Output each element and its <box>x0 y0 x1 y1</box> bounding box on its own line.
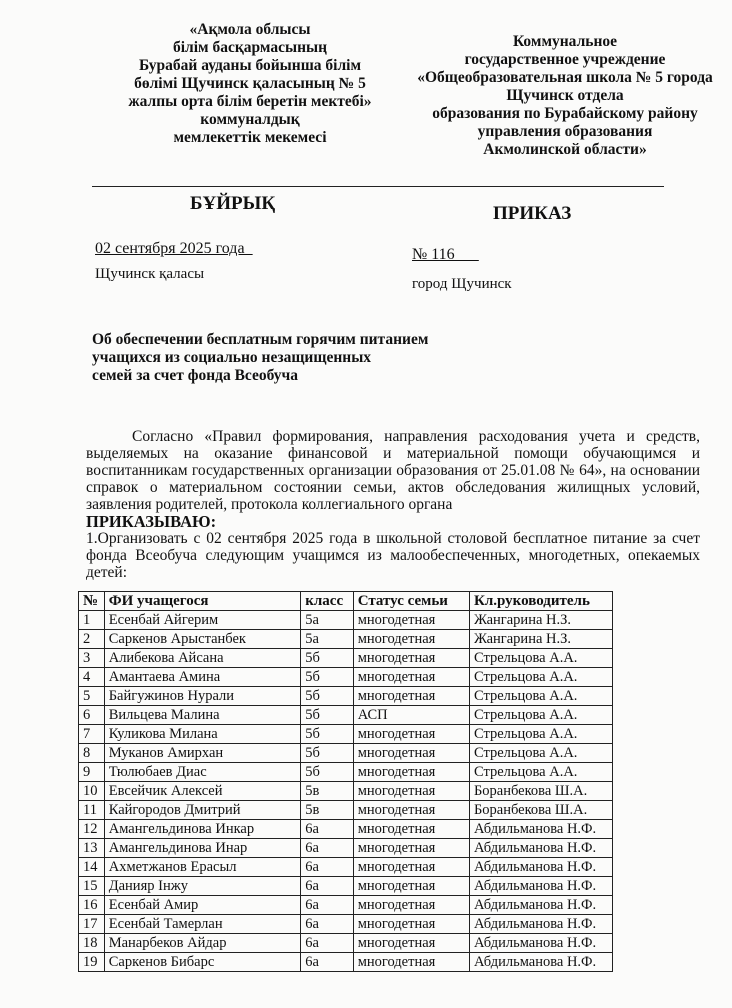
subject-line: семей за счет фонда Всеобуча <box>92 367 299 384</box>
header-kz-line: жалпы орта білім беретін мектебі» <box>128 93 372 110</box>
class-cell: 5б <box>301 706 353 725</box>
class-cell: 6а <box>301 953 353 972</box>
family-status-cell: многодетная <box>353 934 469 953</box>
city-kz: Щучинск қаласы <box>95 266 205 282</box>
student-name-cell: Амантаева Амина <box>104 668 301 687</box>
class-teacher-cell: Боранбекова Ш.А. <box>469 782 612 801</box>
subject-line: учащихся из социально незащищенных <box>92 349 372 366</box>
row-number-cell: 14 <box>79 858 105 877</box>
header-kz-line: коммуналдық <box>200 111 300 128</box>
family-status-cell: многодетная <box>353 801 469 820</box>
subject-line: Об обеспечении бесплатным горячим питанием <box>92 331 429 348</box>
row-number-cell: 10 <box>79 782 105 801</box>
class-cell: 5б <box>301 744 353 763</box>
row-number-cell: 3 <box>79 649 105 668</box>
row-number-cell: 5 <box>79 687 105 706</box>
table-row <box>79 744 613 763</box>
header-kz-line: «Ақмола облысы <box>189 21 311 38</box>
row-number-cell: 1 <box>79 611 105 630</box>
class-teacher-cell: Абдильманова Н.Ф. <box>469 877 612 896</box>
class-cell: 6а <box>301 915 353 934</box>
student-name-cell: Вильцева Малина <box>104 706 301 725</box>
preamble: Согласно «Правил формирования, направления расходования учета и средств, выделяемых на оказание финансовой и материальной помощи обучающимся и воспитанникам государственных организации образования от 25.01.08 № 64», на основании справок о материальном состоянии семьи, актов обследования жилищных условий, заявления родителей, протокола коллегиального органа <box>86 428 700 513</box>
header-ru-line: управления образования <box>477 123 653 140</box>
class-teacher-cell: Боранбекова Ш.А. <box>469 801 612 820</box>
row-number-cell: 13 <box>79 839 105 858</box>
row-number-cell: 4 <box>79 668 105 687</box>
student-name-cell: Есенбай Тамерлан <box>104 915 301 934</box>
class-teacher-cell: Жангарина Н.З. <box>469 630 612 649</box>
family-status-cell: многодетная <box>353 649 469 668</box>
row-number-cell: 2 <box>79 630 105 649</box>
class-cell: 5б <box>301 687 353 706</box>
student-name-cell: Есенбай Амир <box>104 896 301 915</box>
student-name-cell: Данияр Інжу <box>104 877 301 896</box>
family-status-cell: многодетная <box>353 687 469 706</box>
family-status-cell: многодетная <box>353 953 469 972</box>
header-ru-line: образования по Бурабайскому району <box>432 105 698 122</box>
table-row <box>79 782 613 801</box>
row-number-cell: 9 <box>79 763 105 782</box>
header-kz-line: білім басқармасының <box>172 39 328 56</box>
header-kz <box>100 21 400 147</box>
class-cell: 5б <box>301 763 353 782</box>
order-subject <box>92 331 428 385</box>
family-status-cell: АСП <box>353 706 469 725</box>
item-1: 1.Организовать с 02 сентября 2025 года в школьной столовой бесплатное питание за счет фонда Всеобуча следующим учащимся из малообеспеченных, многодетных, опекаемых детей: <box>86 530 700 581</box>
family-status-cell: многодетная <box>353 782 469 801</box>
class-teacher-cell: Абдильманова Н.Ф. <box>469 896 612 915</box>
class-cell: 5б <box>301 668 353 687</box>
class-cell: 5б <box>301 649 353 668</box>
class-cell: 6а <box>301 858 353 877</box>
row-number-cell: 8 <box>79 744 105 763</box>
header-ru-line: Акмолинской области» <box>483 141 647 158</box>
table-row <box>79 820 613 839</box>
student-name-cell: Амангельдинова Инкар <box>104 820 301 839</box>
class-teacher-cell: Стрельцова А.А. <box>469 744 612 763</box>
class-cell: 5б <box>301 725 353 744</box>
family-status-cell: многодетная <box>353 858 469 877</box>
student-name-cell: Ахметжанов Ерасыл <box>104 858 301 877</box>
class-cell: 6а <box>301 877 353 896</box>
col-header-class: класс <box>301 592 353 611</box>
family-status-cell: многодетная <box>353 915 469 934</box>
class-cell: 6а <box>301 839 353 858</box>
class-teacher-cell: Стрельцова А.А. <box>469 706 612 725</box>
class-teacher-cell: Абдильманова Н.Ф. <box>469 858 612 877</box>
order-body <box>86 428 700 581</box>
family-status-cell: многодетная <box>353 839 469 858</box>
family-status-cell: многодетная <box>353 896 469 915</box>
header-kz-line: Бурабай ауданы бойынша білім <box>138 57 362 74</box>
header-ru <box>400 33 730 159</box>
class-cell: 5а <box>301 630 353 649</box>
row-number-cell: 7 <box>79 725 105 744</box>
class-cell: 5в <box>301 801 353 820</box>
table-row <box>79 801 613 820</box>
header-divider <box>92 186 664 187</box>
student-name-cell: Саркенов Арыстанбек <box>104 630 301 649</box>
family-status-cell: многодетная <box>353 820 469 839</box>
class-teacher-cell: Абдильманова Н.Ф. <box>469 953 612 972</box>
class-teacher-cell: Абдильманова Н.Ф. <box>469 820 612 839</box>
class-cell: 5а <box>301 611 353 630</box>
title-ru: ПРИКАЗ <box>493 203 572 224</box>
family-status-cell: многодетная <box>353 744 469 763</box>
col-header-status: Статус семьи <box>353 592 469 611</box>
student-name-cell: Кайгородов Дмитрий <box>104 801 301 820</box>
table-row <box>79 839 613 858</box>
table-row <box>79 649 613 668</box>
header-ru-line: государственное учреждение <box>464 51 666 68</box>
family-status-cell: многодетная <box>353 630 469 649</box>
row-number-cell: 6 <box>79 706 105 725</box>
class-cell: 6а <box>301 820 353 839</box>
city-ru: город Щучинск <box>412 276 512 292</box>
students-table <box>78 591 613 972</box>
family-status-cell: многодетная <box>353 763 469 782</box>
family-status-cell: многодетная <box>353 725 469 744</box>
header-ru-line: Коммунальное <box>512 33 618 50</box>
family-status-cell: многодетная <box>353 668 469 687</box>
table-row <box>79 877 613 896</box>
student-name-cell: Тюлюбаев Диас <box>104 763 301 782</box>
table-row <box>79 915 613 934</box>
table-row <box>79 687 613 706</box>
table-row <box>79 858 613 877</box>
class-cell: 5в <box>301 782 353 801</box>
student-name-cell: Есенбай Айгерим <box>104 611 301 630</box>
row-number-cell: 15 <box>79 877 105 896</box>
row-number-cell: 17 <box>79 915 105 934</box>
student-name-cell: Амангельдинова Инар <box>104 839 301 858</box>
student-name-cell: Куликова Милана <box>104 725 301 744</box>
col-header-name: ФИ учащегося <box>104 592 301 611</box>
class-teacher-cell: Стрельцова А.А. <box>469 763 612 782</box>
family-status-cell: многодетная <box>353 611 469 630</box>
class-teacher-cell: Абдильманова Н.Ф. <box>469 915 612 934</box>
class-teacher-cell: Стрельцова А.А. <box>469 687 612 706</box>
title-kz: БҰЙРЫҚ <box>190 193 276 214</box>
class-teacher-cell: Жангарина Н.З. <box>469 611 612 630</box>
header-ru-line: Щучинск отдела <box>506 87 624 104</box>
student-name-cell: Байгужинов Нурали <box>104 687 301 706</box>
student-name-cell: Алибекова Айсана <box>104 649 301 668</box>
table-row <box>79 763 613 782</box>
row-number-cell: 12 <box>79 820 105 839</box>
class-teacher-cell: Абдильманова Н.Ф. <box>469 839 612 858</box>
table-row <box>79 896 613 915</box>
student-name-cell: Муканов Амирхан <box>104 744 301 763</box>
header-ru-line: «Общеобразовательная школа № 5 города <box>417 69 713 86</box>
table-header-row <box>79 592 613 611</box>
class-teacher-cell: Стрельцова А.А. <box>469 725 612 744</box>
table-row <box>79 668 613 687</box>
row-number-cell: 11 <box>79 801 105 820</box>
row-number-cell: 19 <box>79 953 105 972</box>
col-header-teacher: Кл.руководитель <box>469 592 612 611</box>
class-teacher-cell: Стрельцова А.А. <box>469 668 612 687</box>
table-row <box>79 706 613 725</box>
table-row <box>79 611 613 630</box>
student-name-cell: Саркенов Бибарс <box>104 953 301 972</box>
student-name-cell: Евсейчик Алексей <box>104 782 301 801</box>
family-status-cell: многодетная <box>353 877 469 896</box>
table-row <box>79 630 613 649</box>
header-kz-line: мемлекеттік мекемесі <box>173 129 327 146</box>
order-number: № 116___ <box>412 246 479 263</box>
col-header-number: № <box>79 592 105 611</box>
class-cell: 6а <box>301 934 353 953</box>
table-row <box>79 725 613 744</box>
order-word: ПРИКАЗЫВАЮ: <box>86 512 217 531</box>
class-cell: 6а <box>301 896 353 915</box>
header-kz-line: бөлімі Щучинск қаласының № 5 <box>134 75 366 92</box>
order-date: 02 сентября 2025 года_ <box>95 240 253 257</box>
table-row <box>79 934 613 953</box>
student-name-cell: Манарбеков Айдар <box>104 934 301 953</box>
class-teacher-cell: Абдильманова Н.Ф. <box>469 934 612 953</box>
table-row <box>79 953 613 972</box>
row-number-cell: 16 <box>79 896 105 915</box>
row-number-cell: 18 <box>79 934 105 953</box>
class-teacher-cell: Стрельцова А.А. <box>469 649 612 668</box>
